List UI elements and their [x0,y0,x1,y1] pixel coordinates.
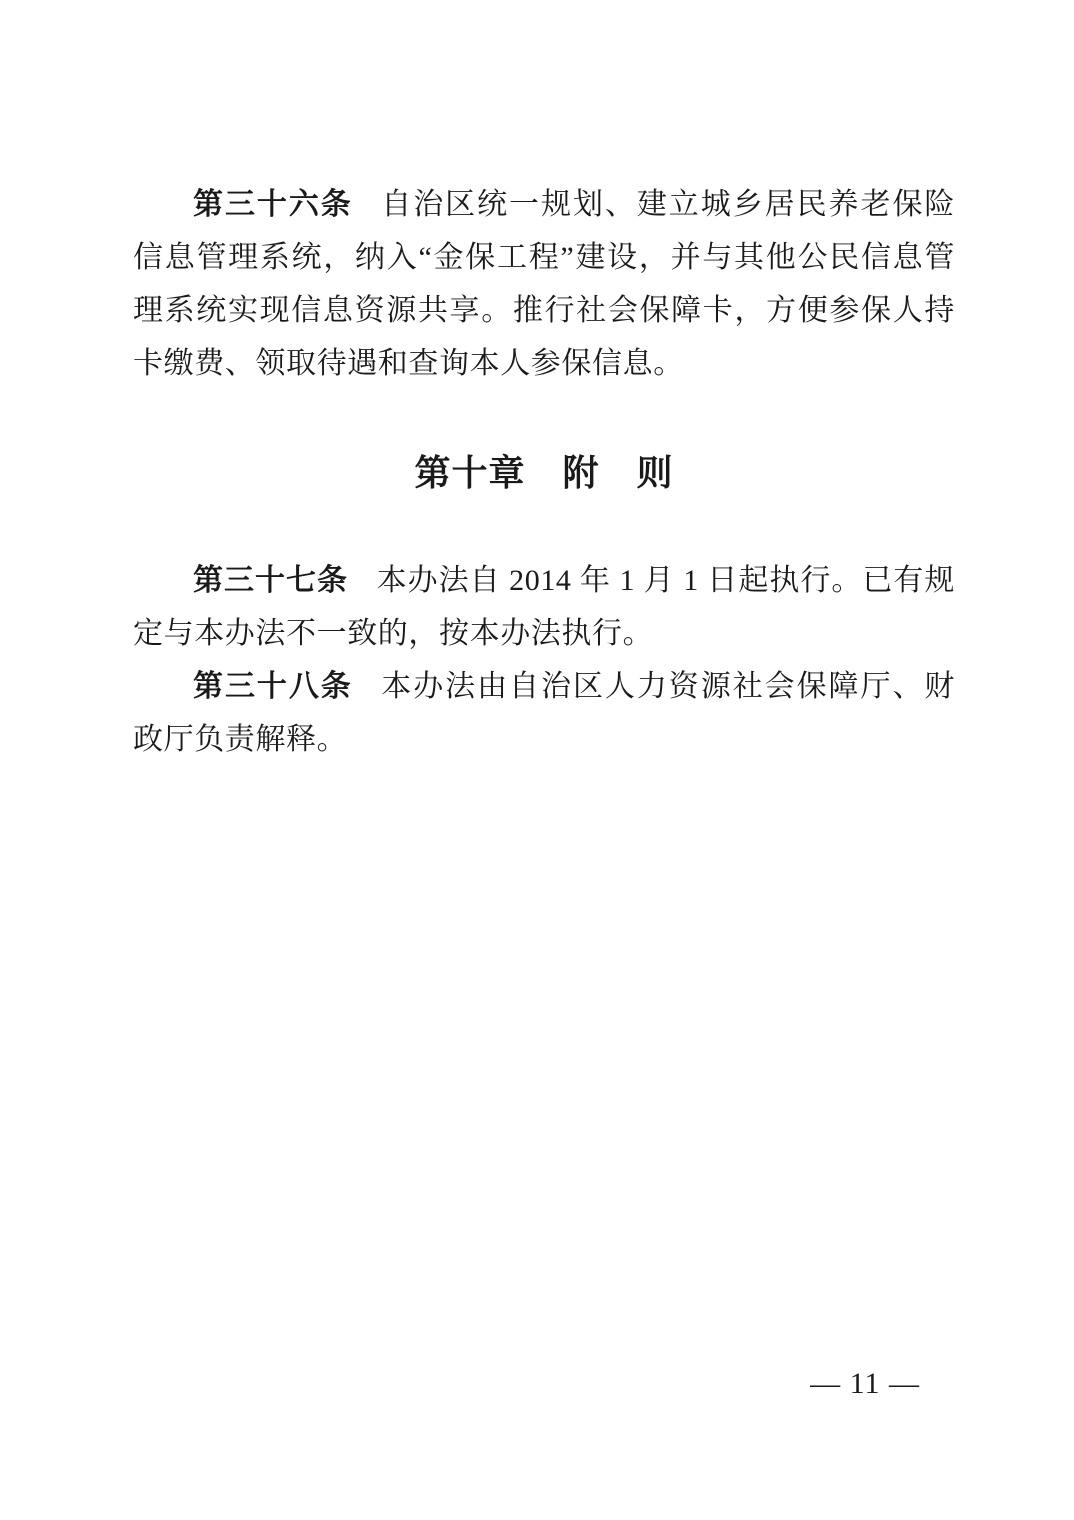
article-38-number: 第三十八条 [193,670,353,703]
article-38-paragraph [133,660,955,766]
article-36-number: 第三十六条 [193,188,353,221]
document-body [133,178,955,766]
article-36-text: 自治区统一规划、建立城乡居民养老保险信息管理系统，纳入“金保工程”建设，并与其他公民信息管理系统实现信息资源共享。推行社会保障卡，方便参保人持卡缴费、领取待遇和查询本人参保信息。 [133,188,955,380]
article-36-paragraph [133,178,955,390]
article-37-number: 第三十七条 [193,564,349,597]
article-37-text: 本办法自 2014 年 1 月 1 日起执行。已有规定与本办法不一致的，按本办法执行。 [133,564,955,650]
page-number: — 11 — [810,1367,920,1400]
article-38-text: 本办法由自治区人力资源社会保障厅、财政厅负责解释。 [133,670,955,756]
chapter-10-heading: 第十章 附 则 [414,452,674,493]
article-37-paragraph [133,554,955,660]
